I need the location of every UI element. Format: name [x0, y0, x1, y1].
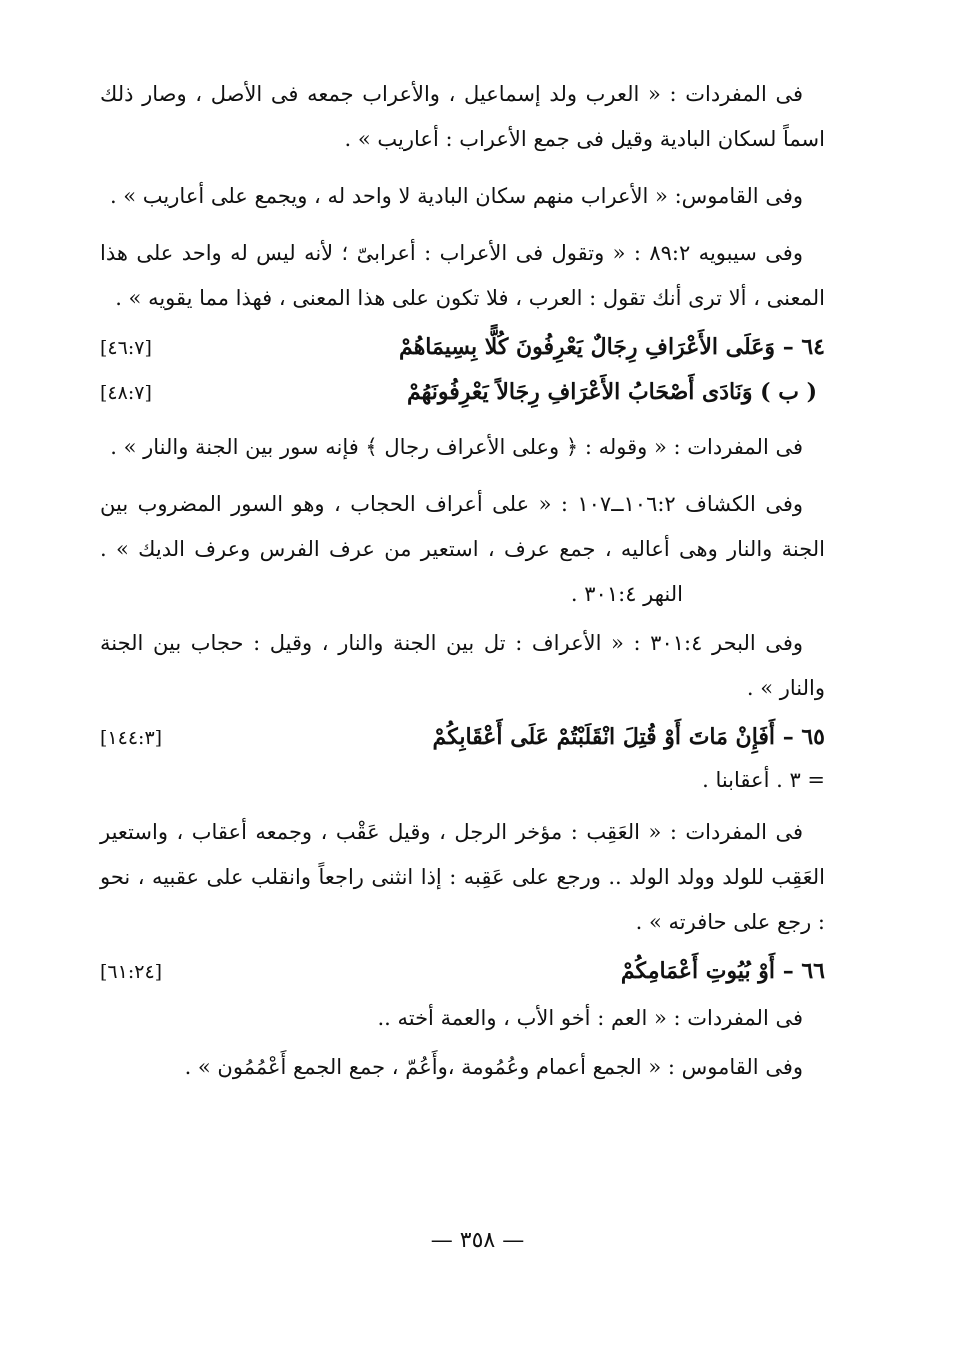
verse-66 — [100, 949, 825, 994]
paragraph-bahr: وفى البحر ٣٠١:٤ : « الأعراف : تل بين الجنة والنار ، وقيل : حجاب بين الجنة والنار » . — [100, 631, 825, 700]
verse-64b-text: ( ب ) وَنَادَى أَصْحَابُ الأَعْرَافِ رِجَالاً يَعْرِفُونَهُمْ — [407, 379, 817, 405]
paragraph-mufradat-amm: فى المفردات : « العم : أخو الأب ، والعمة أخته .. — [377, 1006, 803, 1030]
paragraph-mufradat-aqib: فى المفردات : « العَقِب : مؤخر الرجل ، وقيل عَقْب ، وجمعه أعقاب ، واستعير العَقِب للولد وولد الولد .. ورجع على عَقِبه : إذا انثنى راجعاً وانقلب على عقبيه ، نحو : رجع على حافرته » . — [100, 820, 825, 934]
verse-64-reference: [٤٦:٧] — [100, 337, 152, 359]
page-number: — ٣٥٨ — — [430, 1228, 525, 1253]
paragraph-sibawayh: وفى سيبويه ٨٩:٢ : « وتقول فى الأعراب : أعرابىّ ؛ لأنه ليس له واحد على هذا المعنى ، ألا ترى أنك تقول : العرب ، فلا تكون على هذا المعنى ، فهذا مما يقويه » . — [100, 241, 825, 310]
verse-64b-reference: [٤٨:٧] — [100, 382, 152, 404]
nahr-reference: النهر ٣٠١:٤ . — [570, 582, 683, 606]
paragraph-kashshaf — [100, 482, 825, 617]
paragraph-mufradat-arab: فى المفردات : « العرب ولد إسماعيل ، والأعراب جمعه فى الأصل ، وصار ذلك اسماً لسكان البادية وقيل فى جمع الأعراب : أعاريب » . — [100, 82, 825, 151]
verse-66-reference: [٦١:٢٤] — [100, 961, 163, 983]
paragraph-mufradat-aaraf: فى المفردات : « وقوله : ﴿ وعلى الأعراف رجال ﴾ فإنه سور بين الجنة والنار » . — [110, 435, 803, 459]
paragraph-kashshaf-text: وفى الكشاف ١٠٦:٢ــ١٠٧ : « على أعراف الحجاب ، وهو السور المضروب بين الجنة والنار وهى أعاليه ، جمع عرف ، استعير من عرف الفرس وعرف الديك » . — [100, 492, 825, 561]
verse-65-note: = ٣ . أعقابنا . — [702, 768, 825, 792]
verse-65-reference: [١٤٤:٣] — [100, 727, 163, 749]
verse-64-text: ٦٤ – وَعَلَى الأَعْرَافِ رِجَالٌ يَعْرِفُونَ كُلًّا بِسِيمَاهُمْ — [399, 334, 825, 360]
paragraph-qamus-amm: وفى القاموس : « الجمع أعمام وعُمُومة ،وأَعُمّ ، جمع الجمع أَعْمُمُون » . — [184, 1055, 803, 1079]
page-body — [100, 72, 825, 1094]
verse-65 — [100, 715, 825, 760]
verse-64 — [100, 325, 825, 370]
verse-65-text: ٦٥ – أَفَإِنْ مَاتَ أَوْ قُتِلَ انْقَلَبْتُمْ عَلَى أَعْقَابِكُمْ — [432, 724, 825, 750]
paragraph-qamus-arab: وفى القاموس: « الأعراب منهم سكان البادية لا واحد له ، ويجمع على أعاريب » . — [109, 184, 803, 208]
verse-66-text: ٦٦ – أَوْ بُيُوتِ أَعْمَامِكُمْ — [620, 958, 825, 984]
verse-64b — [100, 370, 825, 415]
